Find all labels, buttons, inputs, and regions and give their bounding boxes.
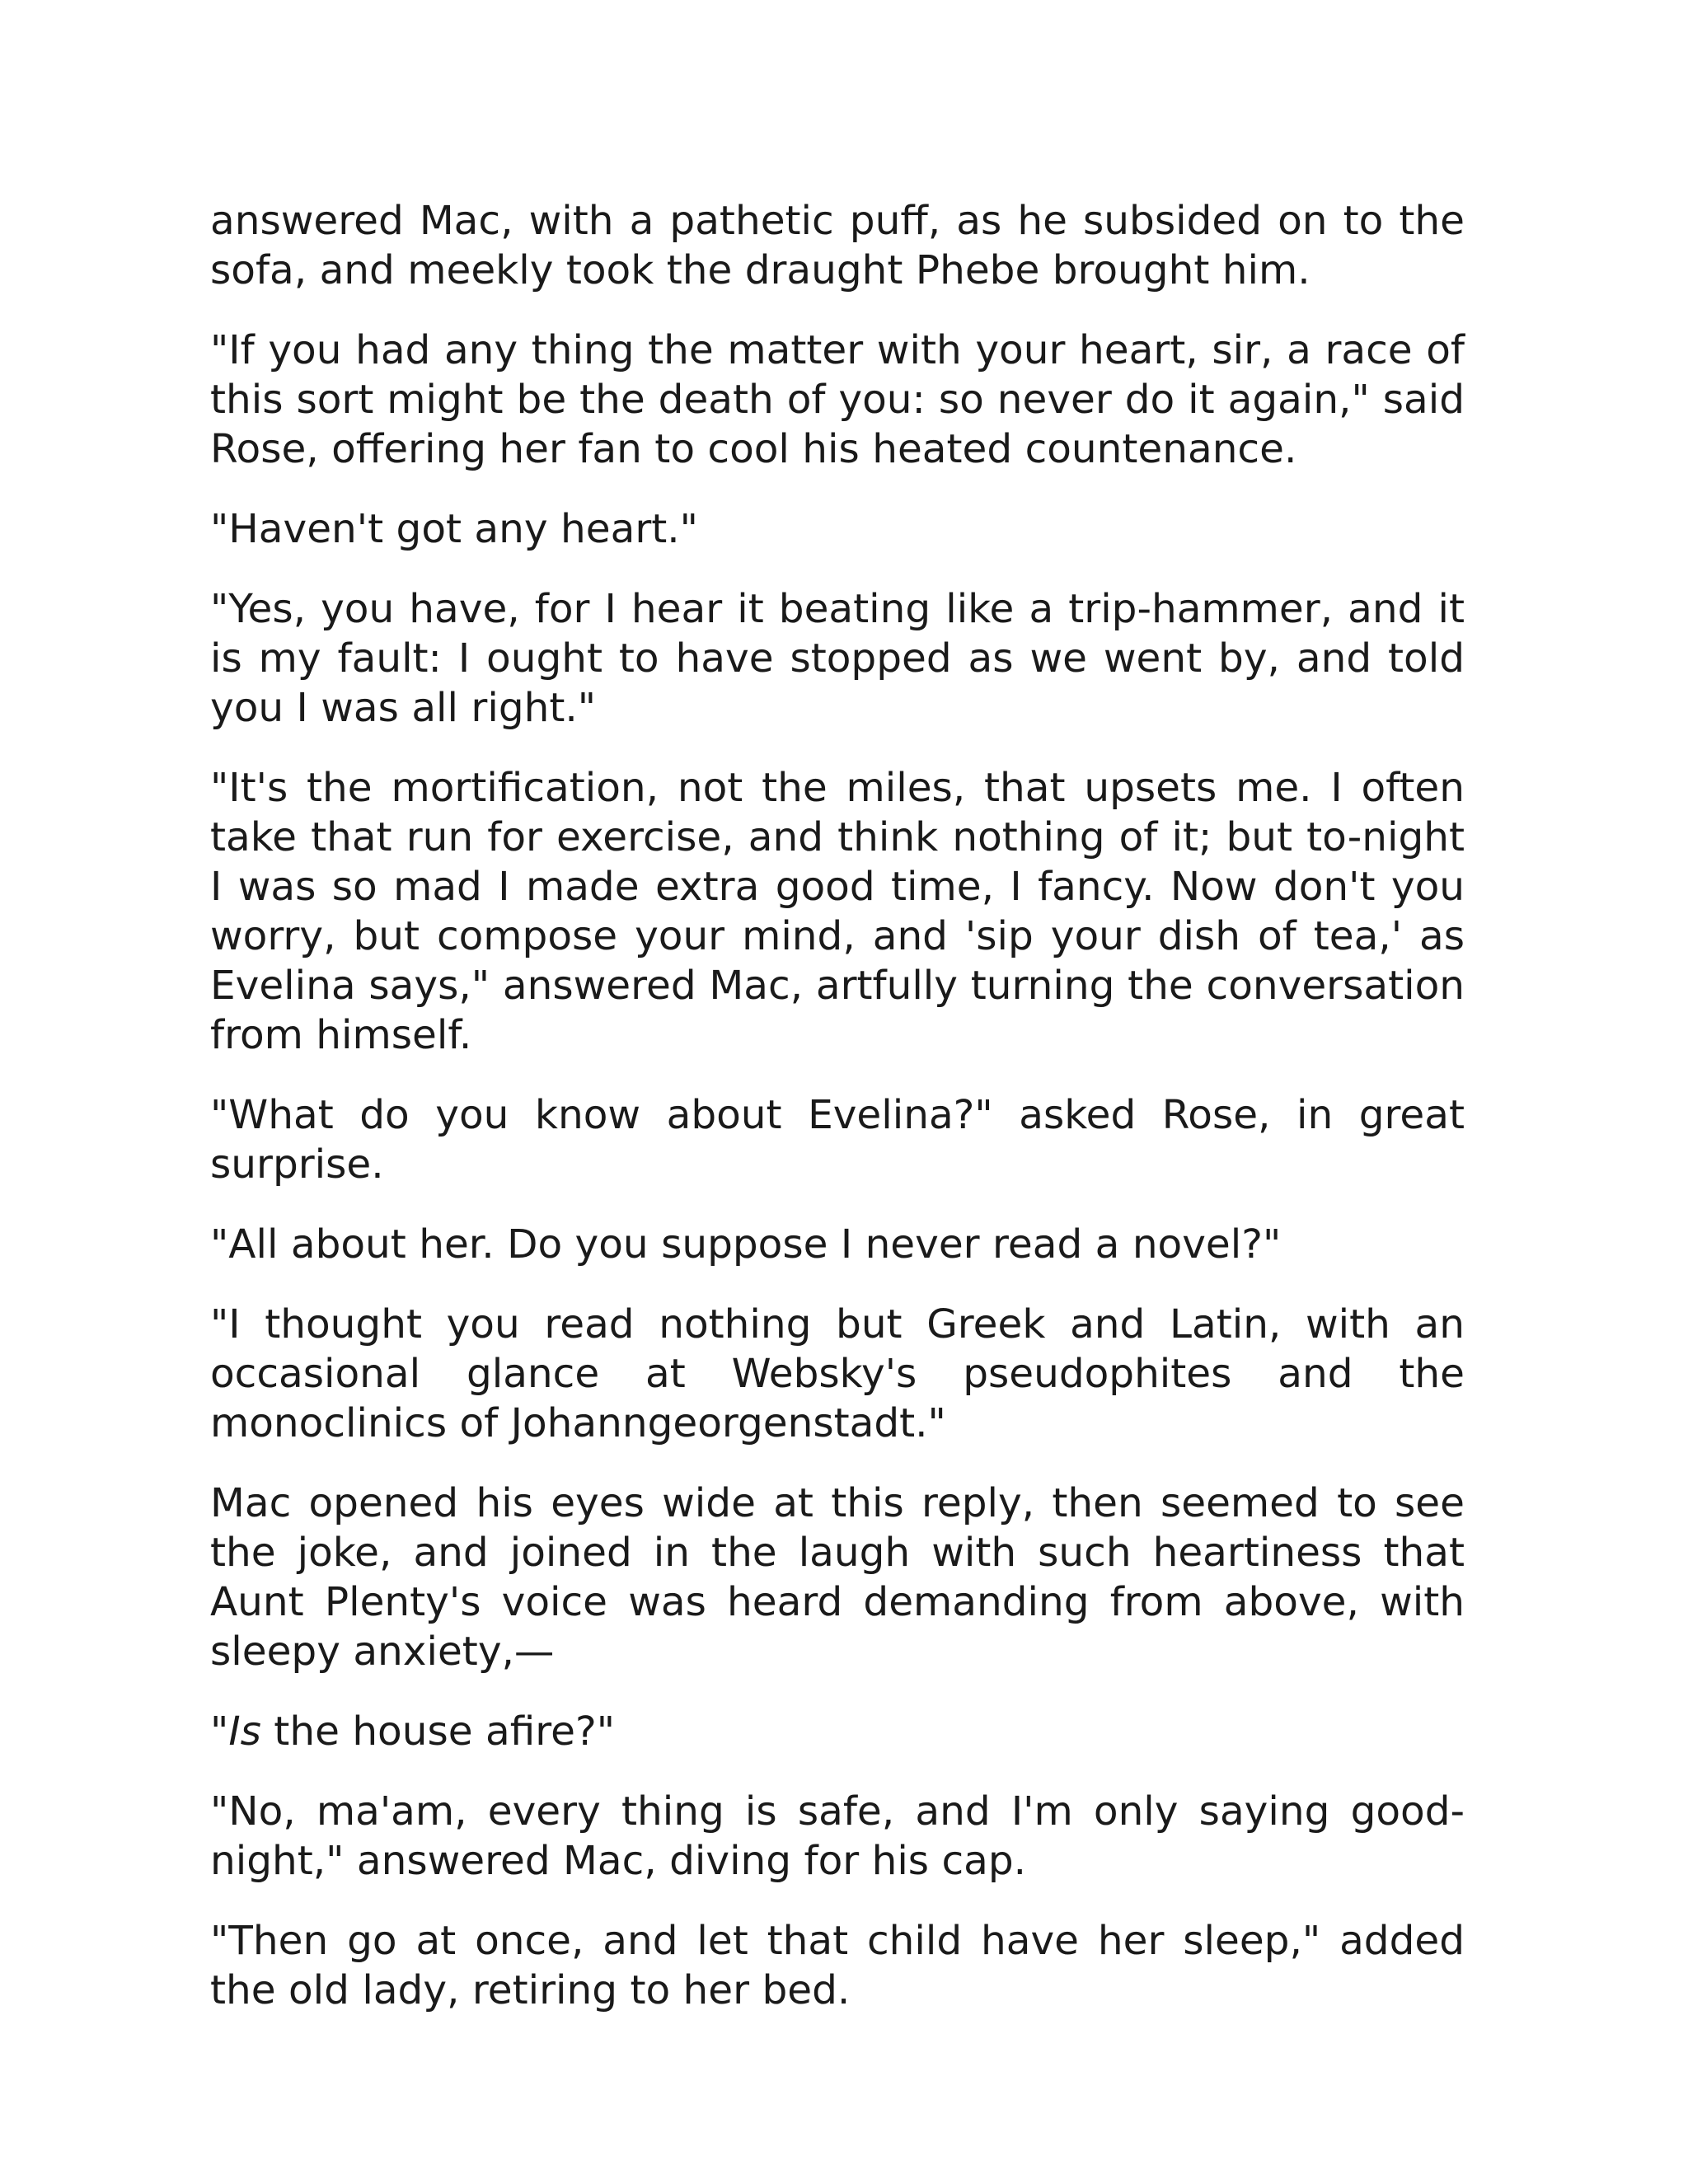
paragraph-good-night: "No, ma'am, every thing is safe, and I'm only saying good-night," answered Mac, diving for his cap.: [210, 1788, 1465, 1884]
paragraph-trip-hammer: "Yes, you have, for I hear it beating like a trip-hammer, and it is my fault: I ought to have stopped as we went by, and told you I was all right.": [210, 586, 1465, 731]
paragraph-mortification: "It's the mortification, not the miles, that upsets me. I often take that run for exercise, and think nothing of it; but to-night I was so mad I made extra good time, I fancy. Now don't you worry, but compose your mind, and 'sip your dish of tea,' as Evelina says," answered Mac, artfully turning the conversation from himself.: [210, 765, 1465, 1058]
paragraph-rose-warning: "If you had any thing the matter with your heart, sir, a race of this sort might be the death of you: so never do it again," said Rose, offering her fan to cool his heated countenance.: [210, 327, 1465, 472]
house-afire-rest: the house afire?": [260, 1708, 616, 1755]
emphasized-word: Is: [228, 1708, 261, 1755]
paragraph-evelina-question: "What do you know about Evelina?" asked Rose, in great surprise.: [210, 1092, 1465, 1188]
paragraph-mac-laugh: Mac opened his eyes wide at this reply, then seemed to see the joke, and joined in the laugh with such heartiness that Aunt Plenty's voice was heard demanding from above, with sleepy anxiety,—: [210, 1480, 1465, 1675]
paragraph-mac-sofa: answered Mac, with a pathetic puff, as he subsided on to the sofa, and meekly took the draught Phebe brought him.: [210, 198, 1465, 293]
page-body: [210, 196, 1465, 2046]
open-quote: ": [210, 1708, 229, 1755]
paragraph-old-lady: "Then go at once, and let that child have her sleep," added the old lady, retiring to her bed.: [210, 1918, 1465, 2013]
paragraph-house-afire: [210, 1707, 1465, 1756]
paragraph-greek-latin: "I thought you read nothing but Greek and Latin, with an occasional glance at Websky's pseudophites and the monoclinics of Johanngeorgenstadt.": [210, 1301, 1465, 1446]
paragraph-no-heart: "Haven't got any heart.": [210, 506, 698, 552]
paragraph-novel: "All about her. Do you suppose I never read a novel?": [210, 1221, 1282, 1268]
